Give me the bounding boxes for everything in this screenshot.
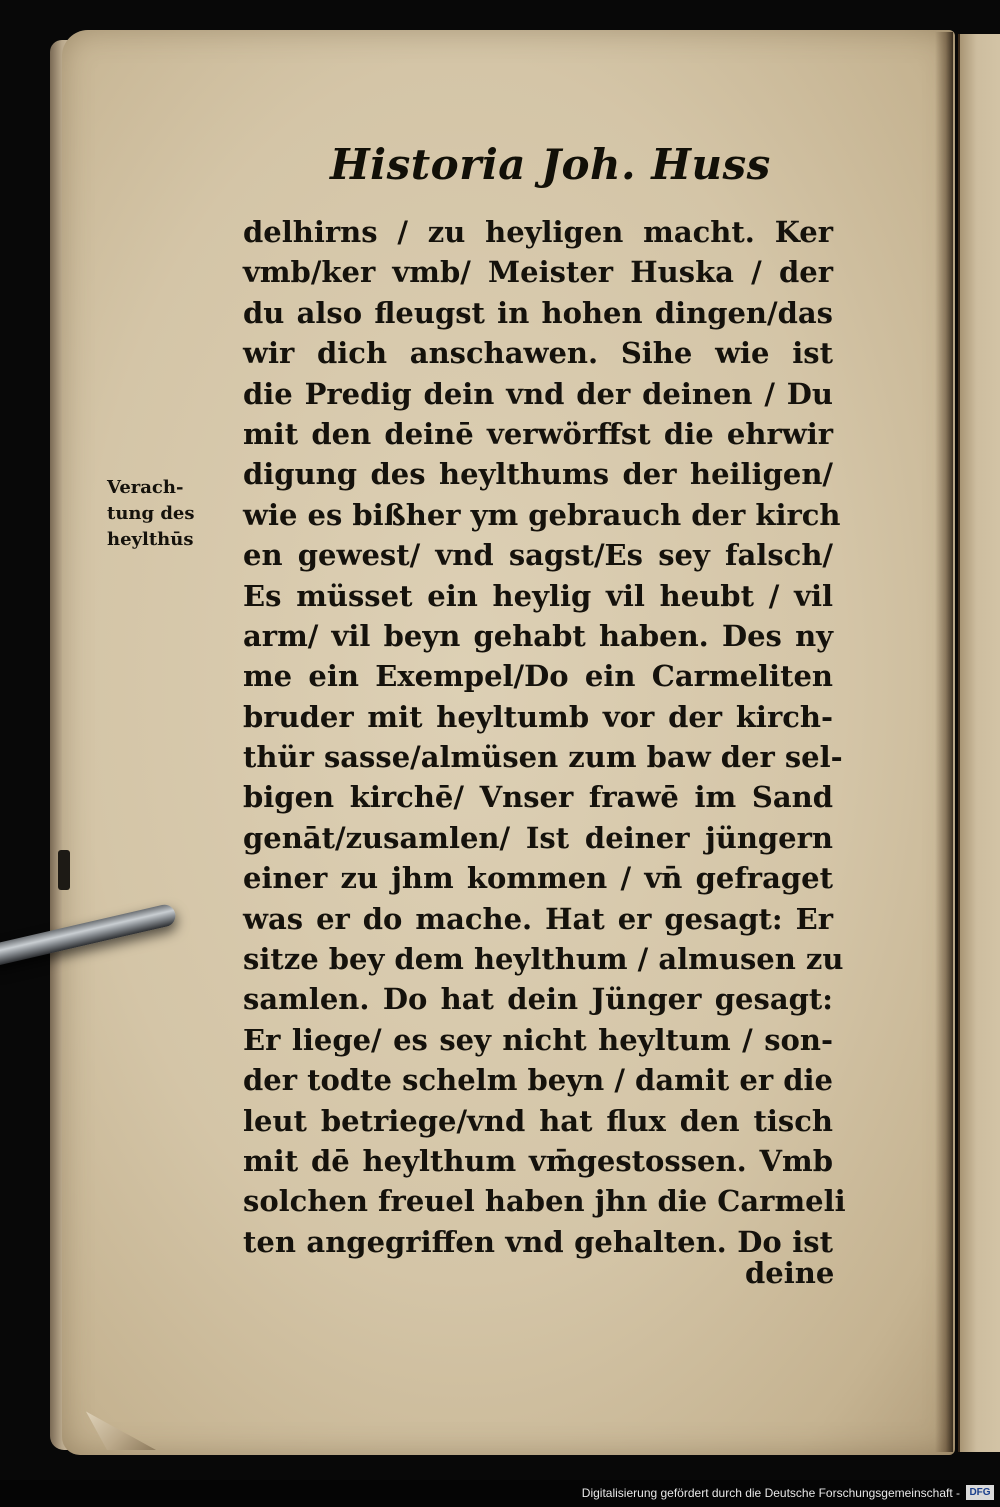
text-line: bruder mit heyltumb vor der kirch- xyxy=(243,699,833,734)
text-line: bigen kirchē/ Vnser frawē im Sand xyxy=(243,780,833,815)
text-line: me ein Exempel/Do ein Carmeliten xyxy=(243,659,833,694)
text-line: wie es bißher ym gebrauch der kirch xyxy=(243,497,841,532)
marginal-note-line: heylthūs xyxy=(107,529,194,550)
text-line: wir dich anschawen. Sihe wie ist xyxy=(243,336,833,371)
page-gutter xyxy=(935,32,953,1452)
dfg-logo: DFG xyxy=(966,1485,994,1500)
text-line: solchen freuel haben jhn die Carmeli xyxy=(243,1184,846,1219)
page-edge-spot xyxy=(58,850,70,890)
text-line: vmb/ker vmb/ Meister Huska / der xyxy=(243,255,833,290)
text-line: du also fleugst in hohen dingen/das xyxy=(243,295,833,330)
marginal-note xyxy=(107,475,237,553)
credit-text: Digitalisierung gefördert durch die Deutsche Forschungsgemeinschaft - xyxy=(581,1486,960,1500)
credit-bar xyxy=(0,1480,1000,1507)
text-line: einer zu jhm kommen / vn̄ gefraget xyxy=(243,861,833,896)
text-line: Es müsset ein heylig vil heubt / vil xyxy=(243,578,833,613)
text-line: delhirns / zu heyligen macht. Ker xyxy=(243,215,833,249)
text-line: sitze bey dem heylthum / almusen zu xyxy=(243,942,844,977)
text-line: genāt/zusamlen/ Ist deiner jüngern xyxy=(243,820,833,855)
marginal-note-line: Verach- xyxy=(107,477,184,498)
facing-page-edge xyxy=(958,34,1000,1452)
text-line: en gewest/ vnd sagst/Es sey falsch/ xyxy=(243,538,833,573)
text-line: samlen. Do hat dein Jünger gesagt: xyxy=(243,982,833,1017)
text-line: arm/ vil beyn gehabt haben. Des ny xyxy=(243,618,833,653)
text-line: thür sasse/almüsen zum baw der sel- xyxy=(243,740,843,775)
body-text xyxy=(243,212,846,1262)
catchword: deine xyxy=(745,1256,835,1290)
text-line: die Predig dein vnd der deinen / Du xyxy=(243,376,833,411)
text-line: was er do mache. Hat er gesagt: Er xyxy=(243,901,833,936)
text-line: der todte schelm beyn / damit er die xyxy=(243,1063,833,1098)
text-line: ten angegriffen vnd gehalten. Do ist xyxy=(243,1224,833,1259)
running-head: Historia Joh. Huss xyxy=(330,140,771,189)
text-line: mit dē heylthum vm̄gestossen. Vmb xyxy=(243,1143,833,1178)
text-line: Er liege/ es sey nicht heyltum / son- xyxy=(243,1022,833,1057)
text-line: leut betriege/vnd hat flux den tisch xyxy=(243,1103,833,1138)
text-line: mit den deinē verwörffst die ehrwir xyxy=(243,416,833,451)
text-line: digung des heylthums der heiligen/ xyxy=(243,457,833,492)
marginal-note-line: tung des xyxy=(107,503,195,524)
